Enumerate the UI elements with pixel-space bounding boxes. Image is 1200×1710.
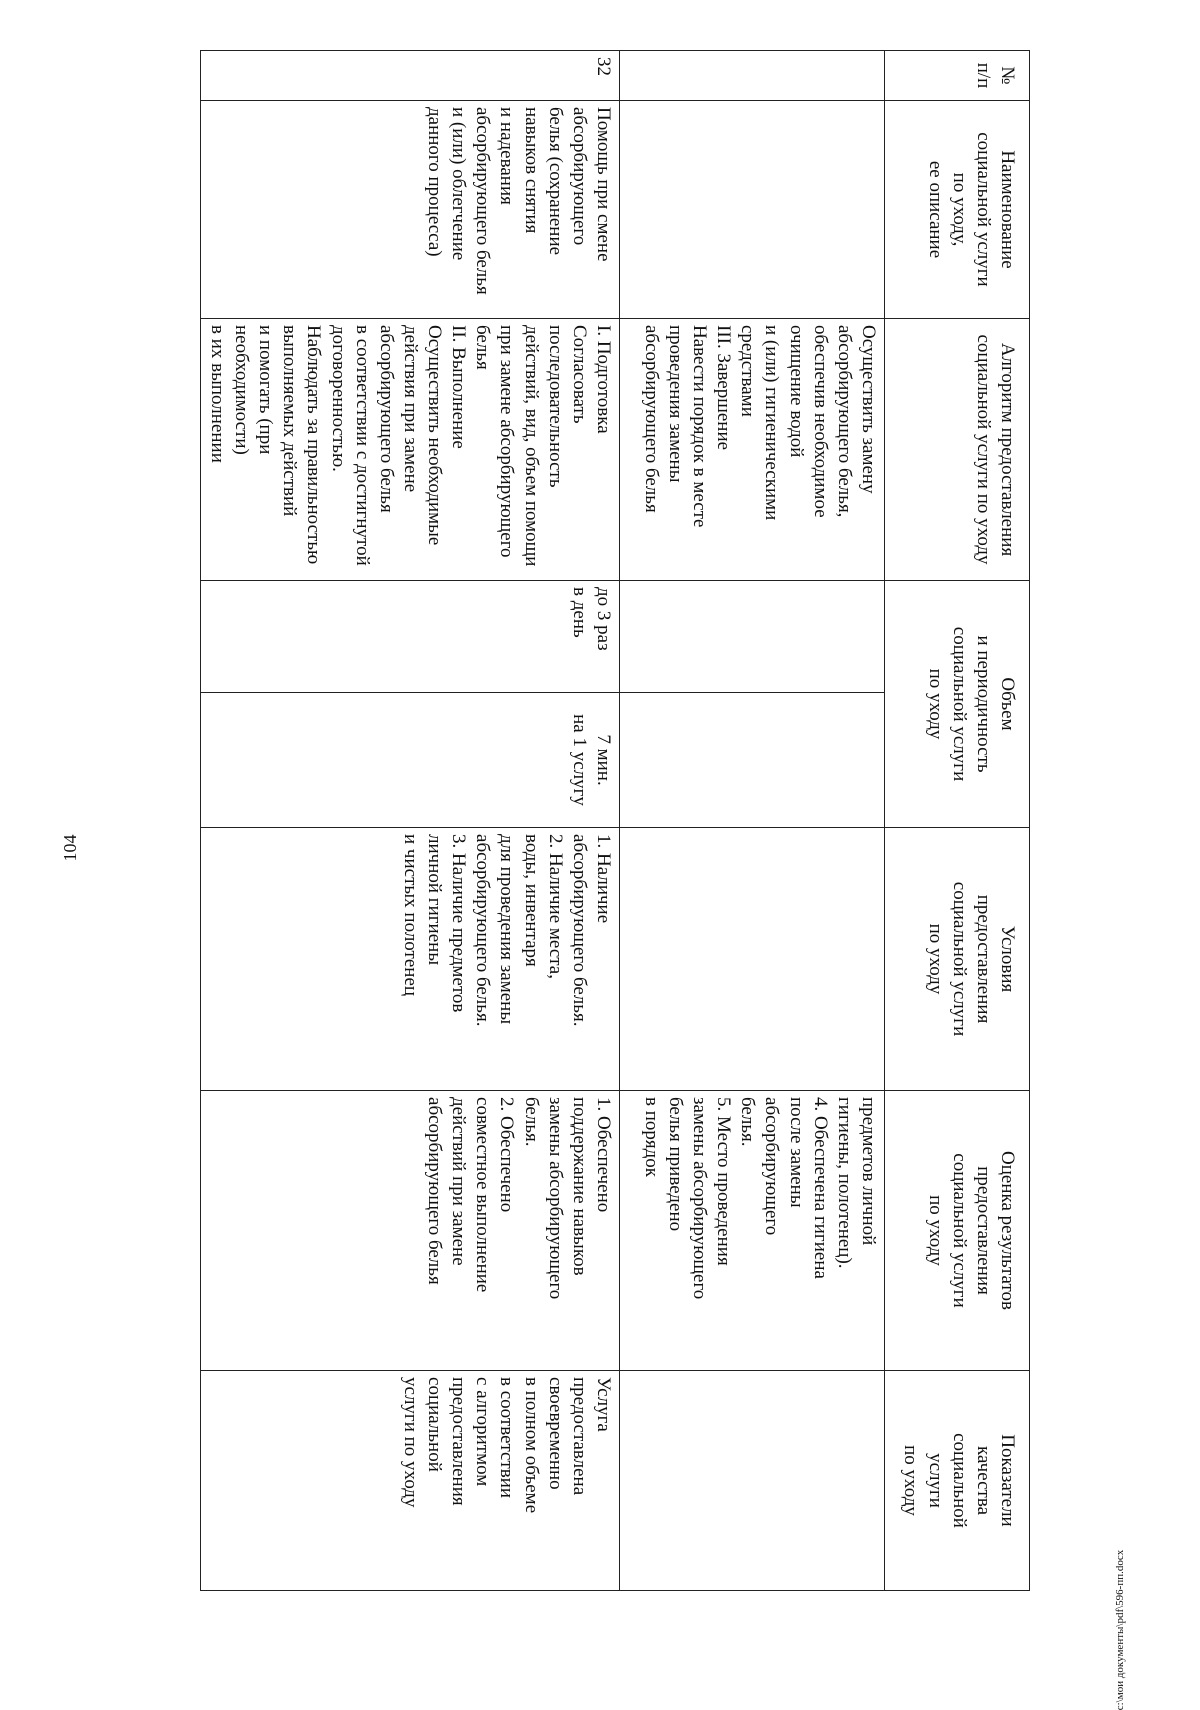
header-algorithm: Алгоритм предоставления социальной услуги по уходу [885, 319, 1030, 581]
header-quality: Показатели качества социальной услуги по уходу [885, 1371, 1030, 1591]
row1-num [620, 51, 885, 101]
row1-quality [620, 1371, 885, 1591]
row2-periodicity: до 3 раз в день [200, 581, 619, 693]
header-conditions: Условия предоставления социальной услуги по уходу [885, 828, 1030, 1091]
row1-algorithm: Осуществить замену абсорбирующего белья, обеспечив необходимое очищение водой и (или) гигиеническими средствами III. Завершение Навести порядок в месте проведения замены абсорбирующего белья [620, 319, 885, 581]
header-evaluation: Оценка результатов предоставления социальной услуги по уходу [885, 1091, 1030, 1371]
row2-volume: 7 мин. на 1 услугу [200, 693, 619, 828]
page-number: 104 [60, 834, 80, 862]
document-table-container [170, 50, 1030, 1590]
row2-conditions: 1. Наличие абсорбирующего белья. 2. Наличие места, воды, инвентаря для проведения замены абсорбирующего белья. 3. Наличие предметов личной гигиены и чистых полотенец [200, 828, 619, 1091]
row1-conditions [620, 828, 885, 1091]
row2-quality: Услуга предоставлена своевременно в полном объеме в соответствии с алгоритмом предоставления социальной услуги по уходу [200, 1371, 619, 1591]
header-volume: Объем и периодичность социальной услуги по уходу [885, 581, 1030, 828]
row2-evaluation: 1. Обеспечено поддержание навыков замены абсорбирующего белья. 2. Обеспечено совместное выполнение действий при замене абсорбирующего белья [200, 1091, 619, 1371]
header-row [885, 51, 1030, 1591]
row1-name [620, 101, 885, 319]
table-row [200, 51, 619, 1591]
row1-volume [620, 693, 885, 828]
header-num: № п/п [885, 51, 1030, 101]
row2-name: Помощь при смене абсорбирующего белья (сохранение навыков снятия и надевания абсорбирующего белья и (или) облегчение данного процесса) [200, 101, 619, 319]
row2-algorithm: I. Подготовка Согласовать последовательность действий, вид, объем помощи при замене абсорбирующего белья II. Выполнение Осуществить необходимые действия при замене абсорбирующего белья в соответствии с достигнутой договоренностью. Наблюдать за правильностью выполняемых действий и помогать (при необходимости) в их выполнении [200, 319, 619, 581]
header-name: Наименование социальной услуги по уходу, ее описание [885, 101, 1030, 319]
row2-num: 32 [200, 51, 619, 101]
footer-file-path: c:\мои документы\pdf\596-пп.docx [1114, 1549, 1126, 1710]
services-table [200, 50, 1030, 1591]
table-row [620, 51, 885, 1591]
row1-periodicity [620, 581, 885, 693]
row1-evaluation: предметов личной гигиены, полотенец). 4. Обеспечена гигиена после замены абсорбирующего белья. 5. Место проведения замены абсорбирующего белья приведено в порядок [620, 1091, 885, 1371]
